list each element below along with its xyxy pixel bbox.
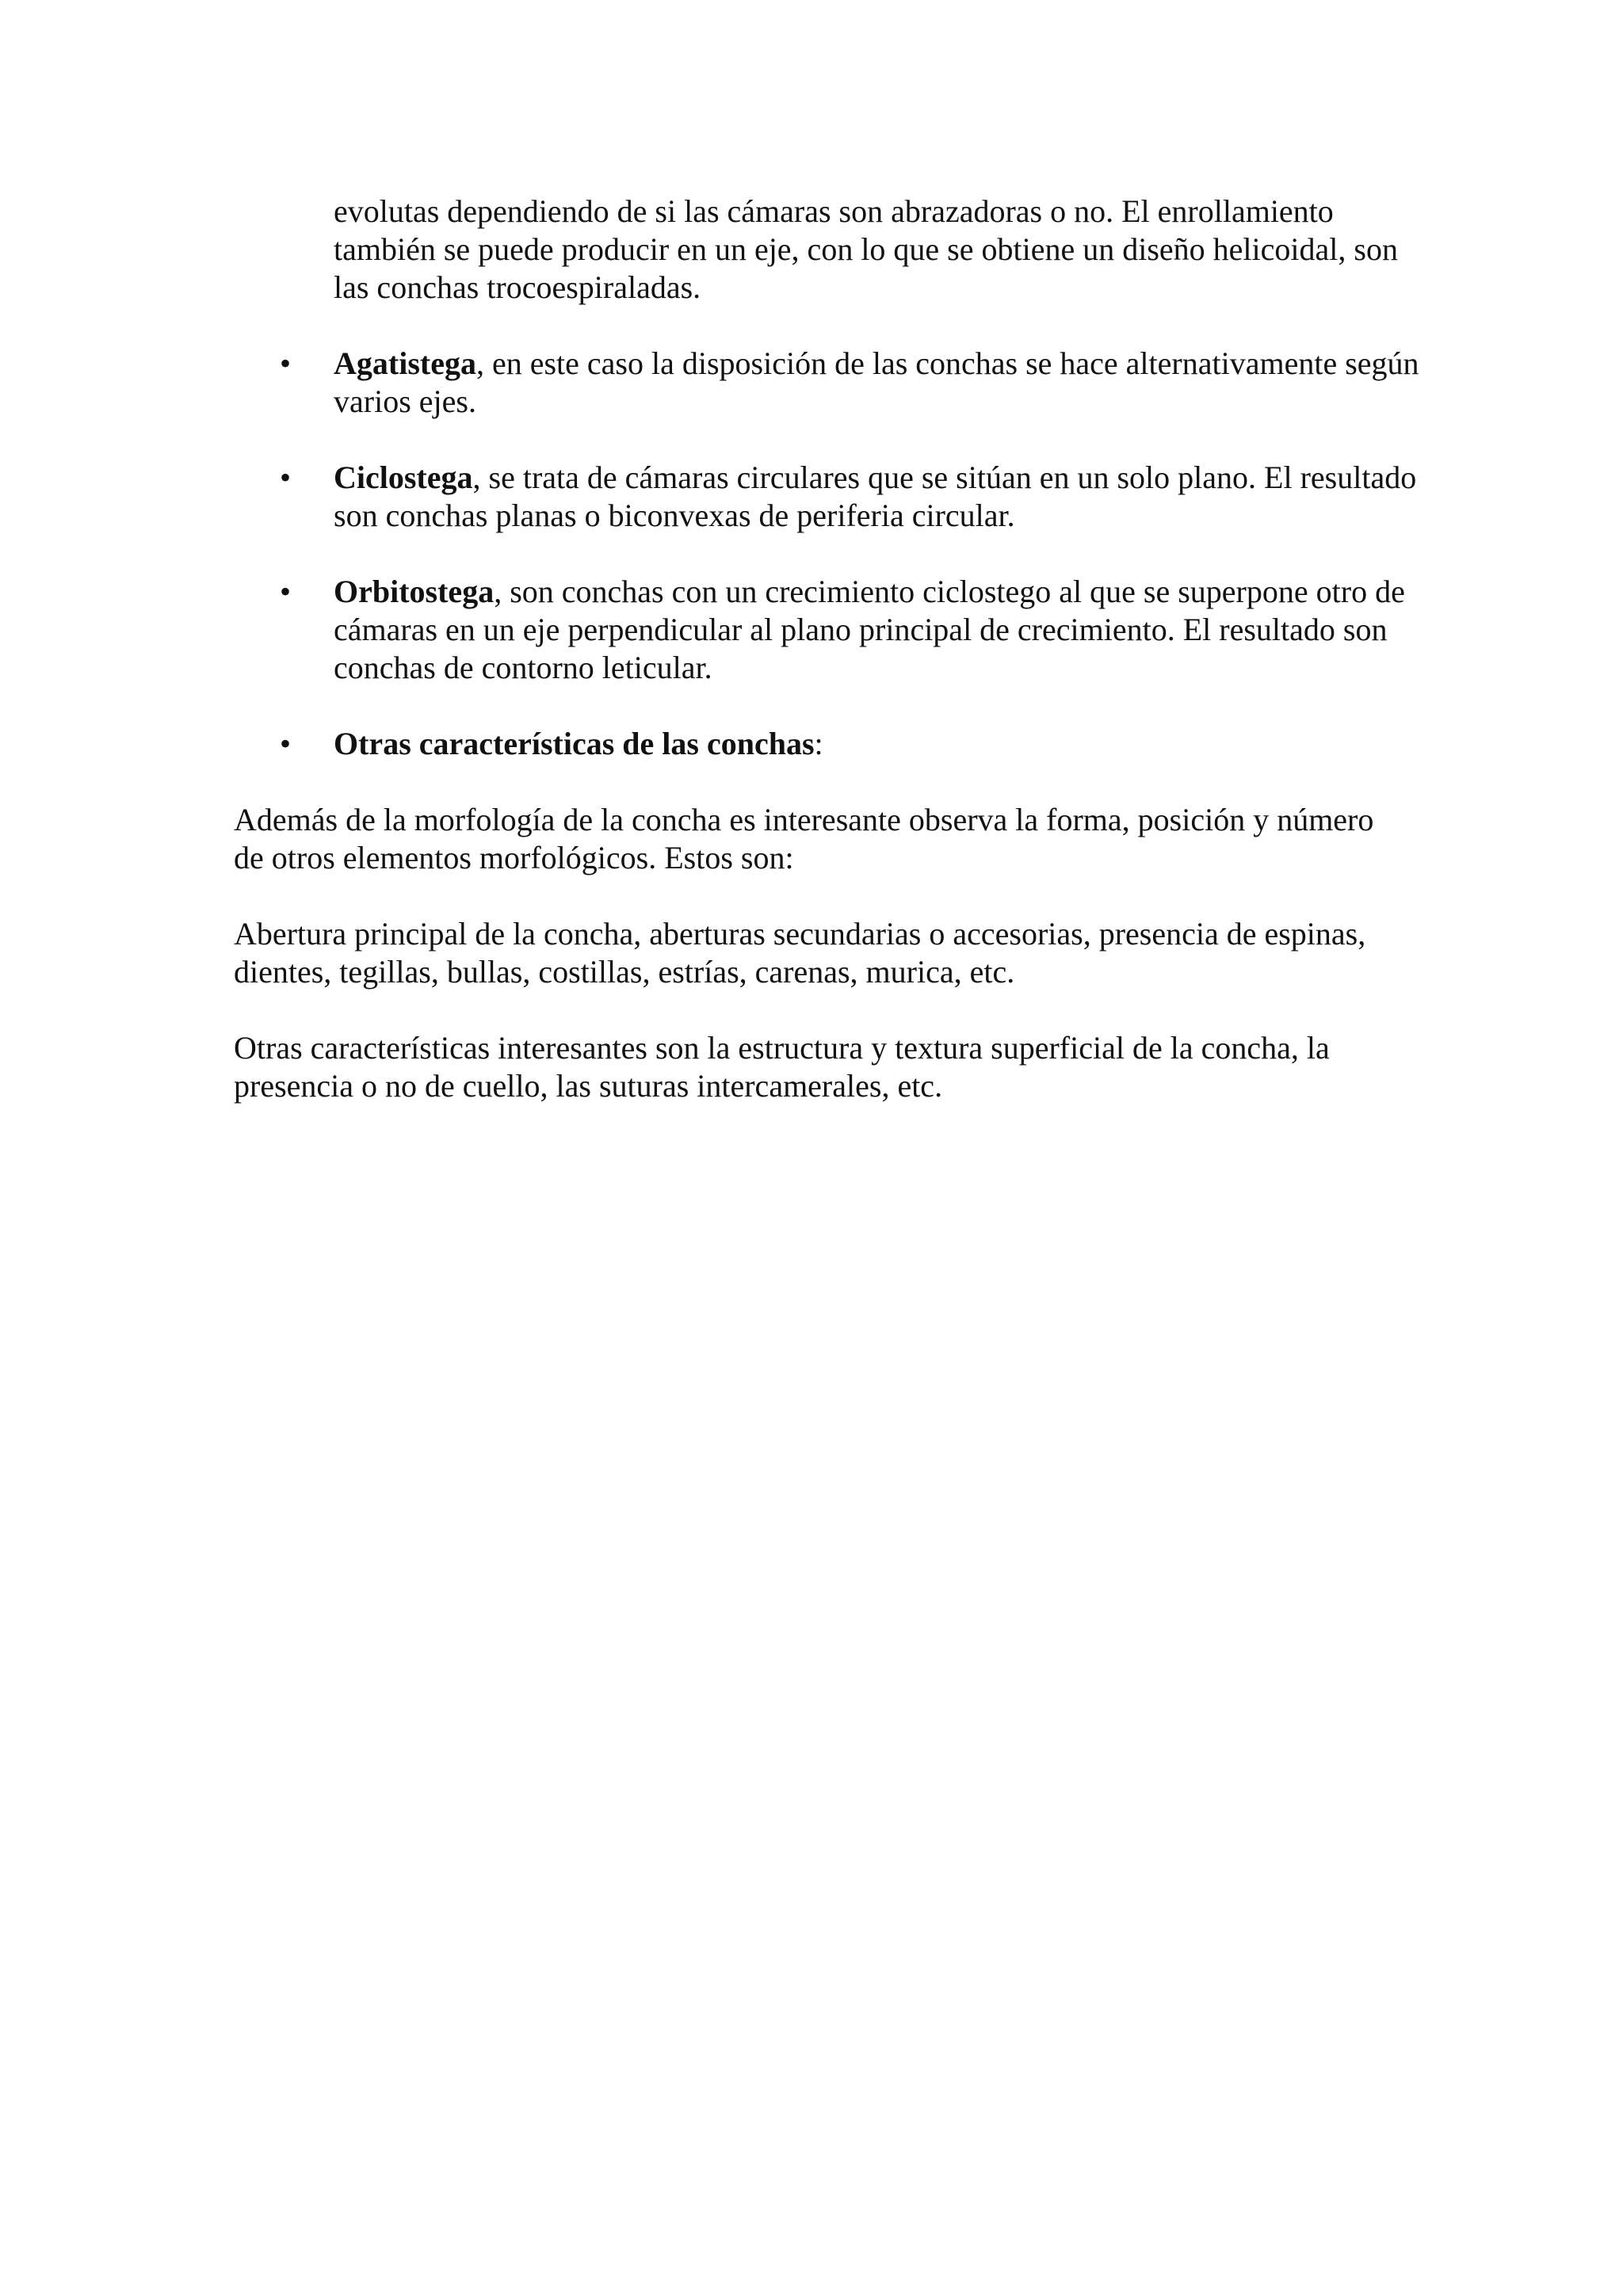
bullet-item-orbitostega	[279, 573, 1419, 687]
bullet-text: , son conchas con un crecimiento ciclostego al que se superpone otro de cámaras en un eje perpendicular al plano principal de crecimiento. El resultado son conchas de contorno leticular.	[334, 574, 1405, 685]
paragraph-morfologia: Además de la morfología de la concha es interesante observa la forma, posición y número de otros elementos morfológicos. Estos son:	[234, 802, 1374, 875]
bullet-icon: •	[279, 726, 291, 761]
bullet-item-agatistega	[279, 345, 1419, 421]
document-body	[234, 193, 1419, 1105]
bullet-text: :	[814, 726, 823, 761]
bullet-icon: •	[279, 345, 291, 381]
continuation-paragraph: evolutas dependiendo de si las cámaras son abrazadoras o no. El enrollamiento también se puede producir en un eje, con lo que se obtiene un diseño helicoidal, son las conchas trocoespiraladas.	[334, 193, 1398, 305]
paragraph-abertura: Abertura principal de la concha, aberturas secundarias o accesorias, presencia de espinas, dientes, tegillas, bullas, costillas, estrías, carenas, murica, etc.	[234, 916, 1366, 990]
paragraph-otras-caracteristicas: Otras características interesantes son la estructura y textura superficial de la concha, la presencia o no de cuello, las suturas intercamerales, etc.	[234, 1030, 1330, 1104]
bullet-icon: •	[279, 574, 291, 609]
bullet-icon: •	[279, 460, 291, 495]
bullet-term: Otras características de las conchas	[334, 726, 815, 761]
bullet-text: , se trata de cámaras circulares que se sitúan en un solo plano. El resultado son conchas planas o biconvexas de periferia circular.	[334, 460, 1417, 533]
bullet-term: Ciclostega	[334, 460, 473, 495]
bullet-item-otras-caracteristicas	[279, 725, 1419, 763]
bullet-text: , en este caso la disposición de las conchas se hace alternativamente según varios ejes.	[334, 345, 1419, 419]
bullet-term: Orbitostega	[334, 574, 495, 609]
bullet-term: Agatistega	[334, 345, 476, 381]
bullet-item-ciclostega	[279, 459, 1419, 535]
